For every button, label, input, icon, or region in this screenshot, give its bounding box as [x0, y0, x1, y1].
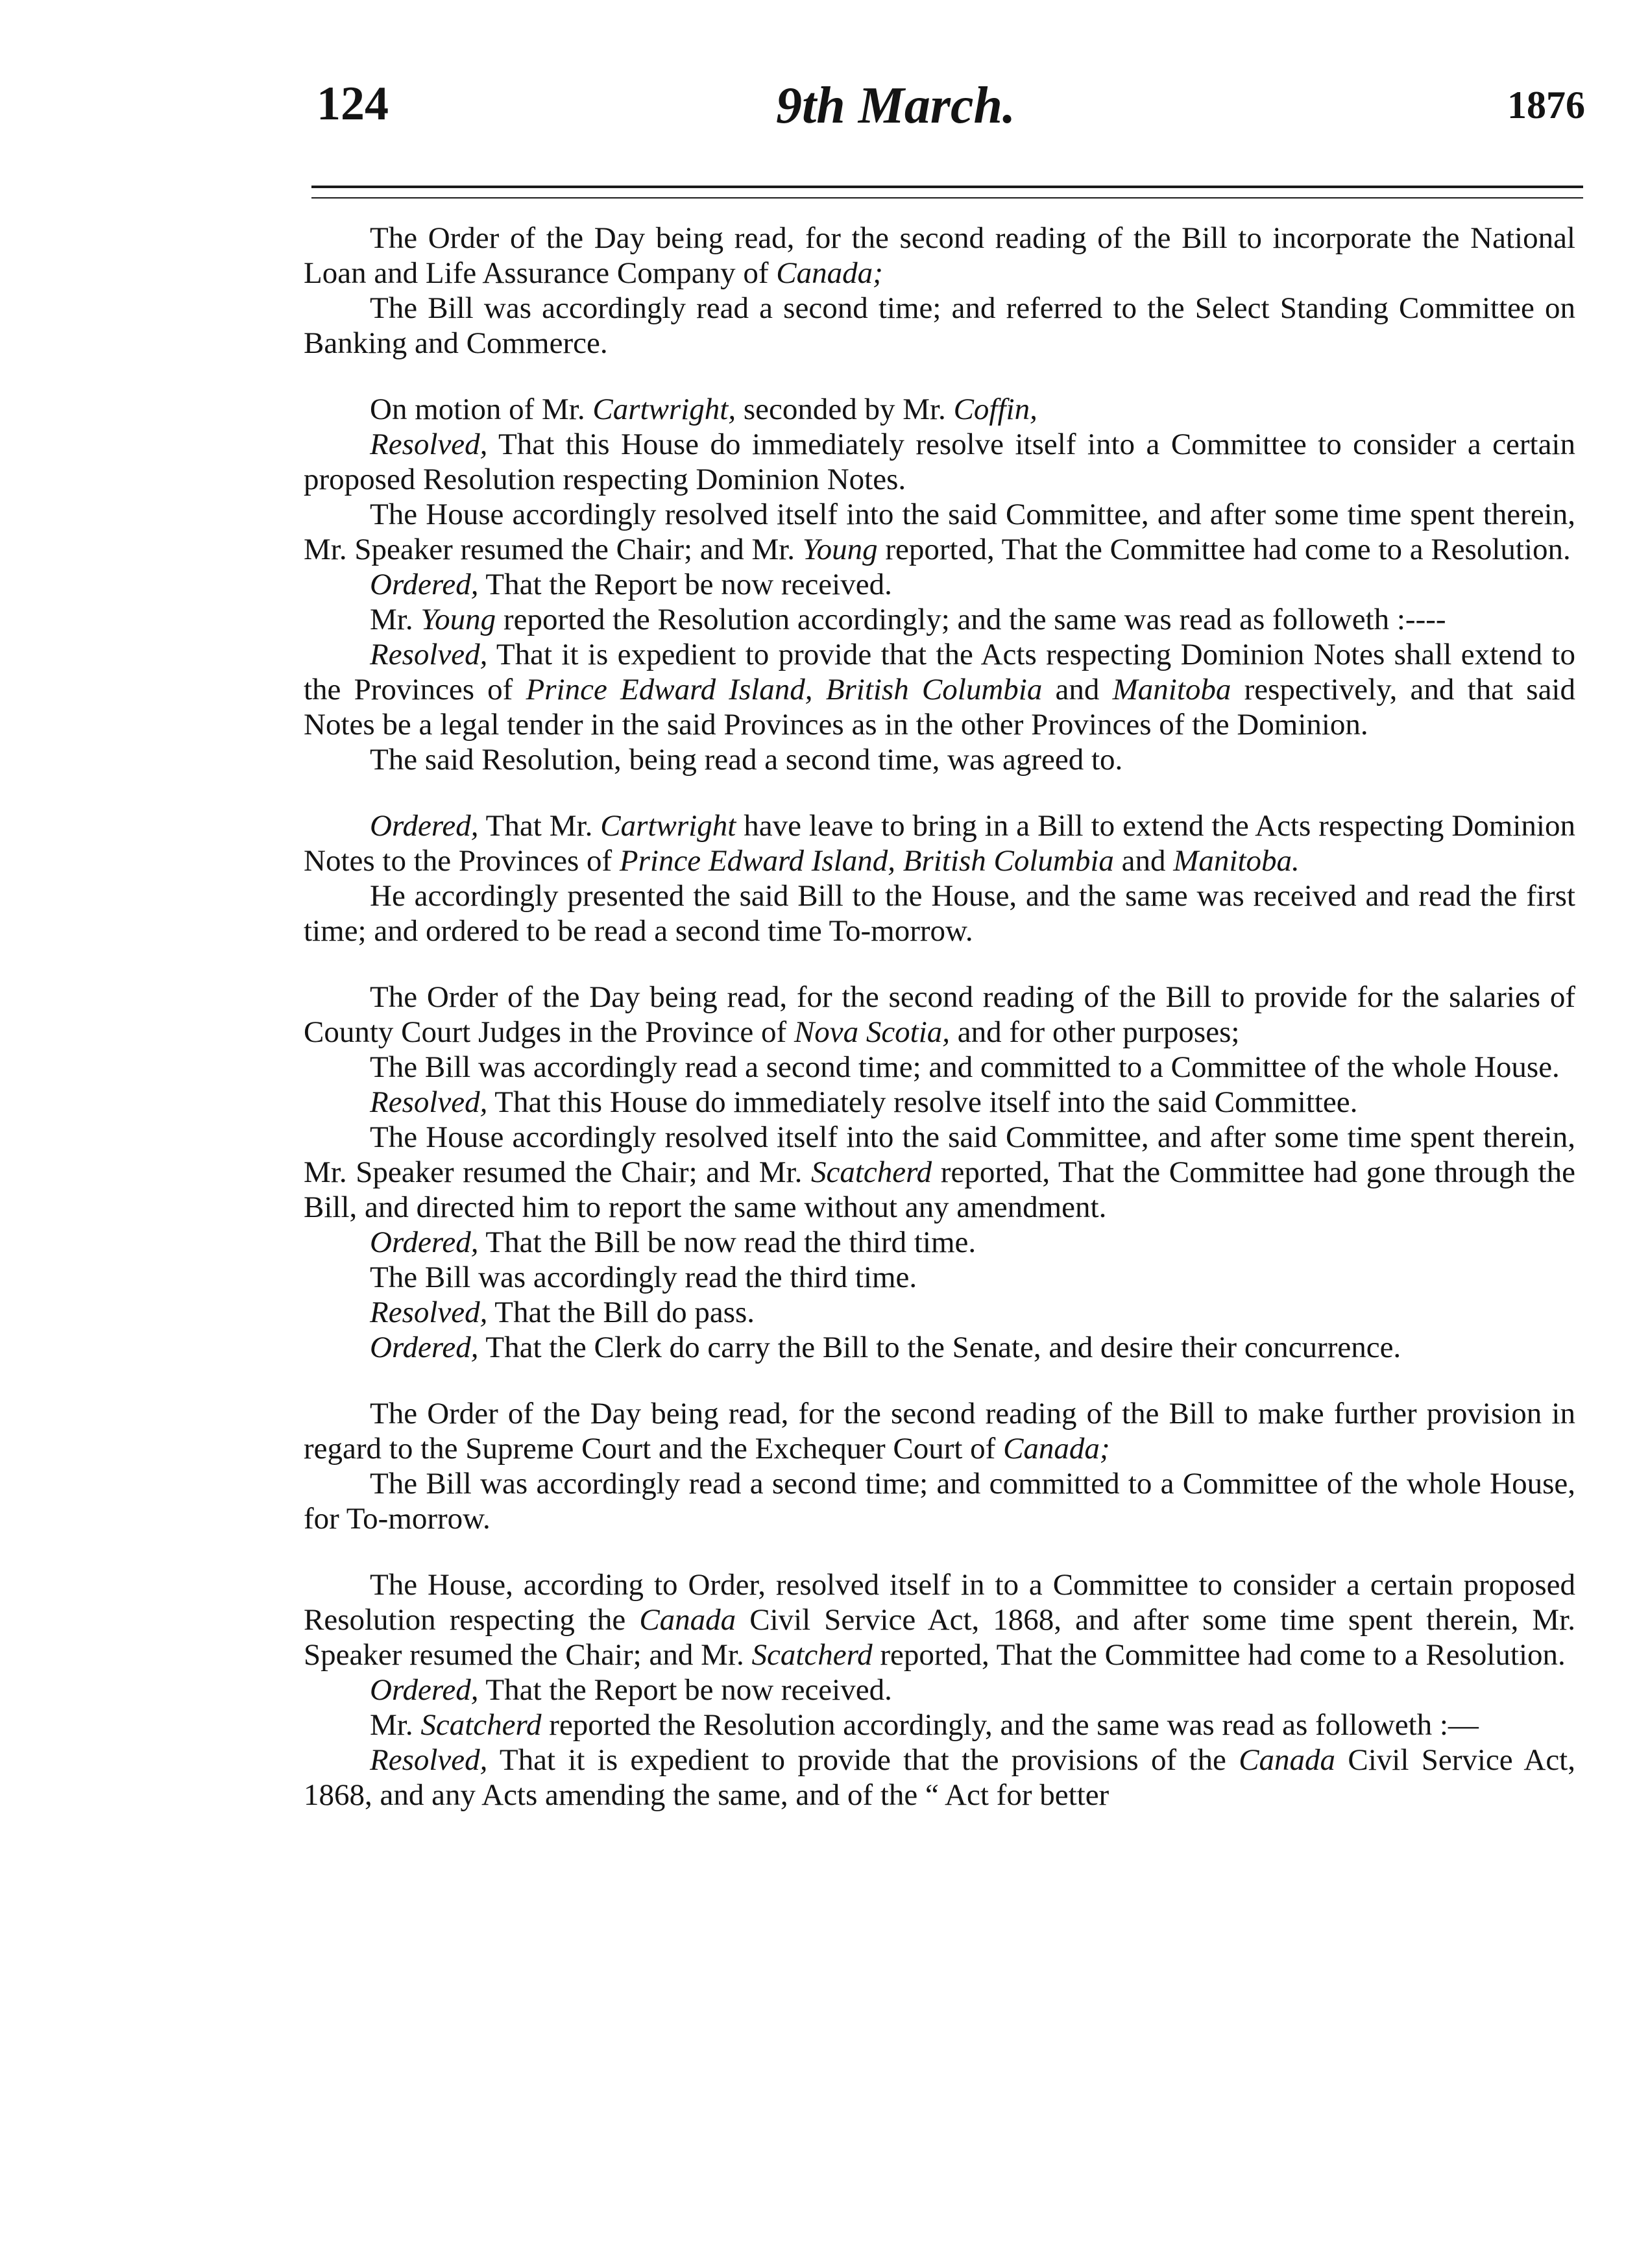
text-run: That the Clerk do carry the Bill to the Senate, and desire their concurrence.: [478, 1331, 1401, 1364]
running-title-wrap: [304, 77, 1585, 136]
italic-text: Young: [802, 533, 878, 566]
journal-entry: [304, 1567, 1575, 1813]
entry-paragraph: [304, 1120, 1575, 1225]
text-run: reported, That the Committee had gone through the Bill, and directed him to report the same without any amendment.: [304, 1155, 1575, 1224]
entry-paragraph: [304, 1466, 1575, 1536]
entry-paragraph: [304, 1260, 1575, 1295]
italic-text: Coffin,: [953, 392, 1037, 426]
text-run: That it is expedient to provide that the provisions of the: [487, 1743, 1239, 1777]
journal-entry: [304, 1396, 1575, 1536]
text-run: The Bill was accordingly read the third time.: [370, 1261, 917, 1294]
entry-paragraph: [304, 1396, 1575, 1466]
journal-entry: [304, 980, 1575, 1365]
italic-text: Canada: [639, 1603, 736, 1637]
italic-text: Prince Edward Island, British Columbia: [619, 844, 1114, 878]
italic-text: Scatcherd: [810, 1155, 932, 1189]
text-run: and for other purposes;: [950, 1015, 1240, 1049]
journal-page: [304, 0, 1585, 2268]
italic-text: Cartwright,: [592, 392, 736, 426]
entry-paragraph: [304, 1225, 1575, 1260]
italic-text: Manitoba.: [1173, 844, 1300, 878]
journal-entry: [304, 392, 1575, 777]
text-run: have leave to bring in a Bill to extend the Acts respecting Dominion Notes to the Provinces of: [304, 809, 1575, 878]
italic-text: Scatcherd: [420, 1708, 542, 1742]
italic-text: Resolved,: [370, 1296, 488, 1329]
entry-paragraph: [304, 637, 1575, 742]
entry-paragraph: [304, 1672, 1575, 1707]
italic-text: Ordered,: [370, 1673, 479, 1707]
entry-paragraph: [304, 1295, 1575, 1330]
text-run: seconded by Mr.: [736, 392, 954, 426]
italic-text: Cartwright: [600, 809, 736, 843]
italic-text: Canada: [1239, 1743, 1336, 1777]
entry-paragraph: [304, 291, 1575, 361]
italic-text: Resolved,: [370, 1743, 488, 1777]
italic-text: Ordered,: [370, 1331, 479, 1364]
page-header: [304, 77, 1585, 148]
italic-text: Resolved,: [370, 638, 488, 671]
entry-paragraph: [304, 392, 1575, 427]
italic-text: Scatcherd: [751, 1638, 873, 1672]
text-run: The House accordingly resolved itself into the said Committee, and after some time spent therein, Mr. Speaker resumed the Chair; and Mr.: [304, 498, 1575, 566]
text-run: That the Report be now received.: [478, 1673, 892, 1707]
text-run: The Order of the Day being read, for the second reading of the Bill to incorporate the National Loan and Life Assurance Company of: [304, 221, 1575, 290]
text-run: The House accordingly resolved itself into the said Committee, and after some time spent therein, Mr. Speaker resumed the Chair; and Mr.: [304, 1120, 1575, 1189]
entry-paragraph: [304, 980, 1575, 1050]
italic-text: Ordered,: [370, 809, 479, 843]
text-run: On motion of Mr.: [370, 392, 593, 426]
entry-paragraph: [304, 1330, 1575, 1365]
text-run: Mr.: [370, 1708, 421, 1742]
text-run: That the Bill be now read the third time.: [478, 1225, 976, 1259]
text-run: That it is expedient to provide that the Acts respecting Dominion Notes shall extend to the Provinces of: [304, 638, 1575, 706]
text-run: The Order of the Day being read, for the second reading of the Bill to make further provision in regard to the Supreme Court and the Exchequer Court of: [304, 1397, 1575, 1466]
entry-paragraph: [304, 427, 1575, 497]
entry-paragraph: [304, 742, 1575, 777]
text-run: That this House do immediately resolve itself into the said Committee.: [487, 1085, 1358, 1119]
text-run: and: [1042, 673, 1113, 706]
entry-paragraph: [304, 1707, 1575, 1743]
entry-paragraph: [304, 497, 1575, 567]
entry-paragraph: [304, 602, 1575, 637]
text-run: reported, That the Committee had come to a Resolution.: [877, 533, 1571, 566]
header-rule: [311, 186, 1583, 199]
italic-text: Ordered,: [370, 1225, 479, 1259]
page-number: 124: [317, 77, 389, 130]
text-run: reported, That the Committee had come to a Resolution.: [872, 1638, 1566, 1672]
text-run: He accordingly presented the said Bill to the House, and the same was received and read the first time; and ordered to be read a second time To-morrow.: [304, 879, 1575, 948]
entry-paragraph: [304, 878, 1575, 948]
italic-text: Resolved,: [370, 428, 488, 461]
running-title: 9th March.: [776, 77, 1015, 134]
text-run: reported the Resolution accordingly; and the same was read as followeth :----: [496, 603, 1446, 636]
text-run: reported the Resolution accordingly, and the same was read as followeth :—: [541, 1708, 1479, 1742]
entry-paragraph: [304, 1743, 1575, 1813]
text-run: That Mr.: [478, 809, 601, 843]
year: 1876: [1507, 84, 1585, 127]
entry-paragraph: [304, 1050, 1575, 1085]
italic-text: Nova Scotia,: [794, 1015, 951, 1049]
text-run: The Bill was accordingly read a second time; and referred to the Select Standing Committee on Banking and Commerce.: [304, 291, 1575, 360]
text-run: The Bill was accordingly read a second time; and committed to a Committee of the whole House, for To-morrow.: [304, 1467, 1575, 1536]
text-run: That the Bill do pass.: [487, 1296, 755, 1329]
text-run: Mr.: [370, 603, 421, 636]
italic-text: Ordered,: [370, 568, 479, 601]
entry-paragraph: [304, 221, 1575, 291]
entry-paragraph: [304, 567, 1575, 602]
entry-paragraph: [304, 1085, 1575, 1120]
text-run: The said Resolution, being read a second time, was agreed to.: [370, 743, 1123, 777]
journal-body: [304, 221, 1575, 1844]
italic-text: Prince Edward Island, British Columbia: [526, 673, 1043, 706]
text-run: Civil Service Act, 1868, and after some time spent therein, Mr. Speaker resumed the Chair; and Mr.: [304, 1603, 1575, 1672]
italic-text: Manitoba: [1112, 673, 1231, 706]
entry-paragraph: [304, 1567, 1575, 1672]
italic-text: Young: [420, 603, 496, 636]
italic-text: Canada;: [1003, 1432, 1110, 1466]
entry-paragraph: [304, 808, 1575, 878]
text-run: and: [1113, 844, 1174, 878]
text-run: The House, according to Order, resolved itself in to a Committee to consider a certain proposed Resolution respecting the: [304, 1568, 1575, 1637]
text-run: respectively, and that said Notes be a legal tender in the said Provinces as in the other Provinces of the Dominion.: [304, 673, 1575, 742]
text-run: Civil Service Act, 1868, and any Acts amending the same, and of the “ Act for better: [304, 1743, 1575, 1812]
journal-entry: [304, 221, 1575, 361]
text-run: That this House do immediately resolve itself into a Committee to consider a certain proposed Resolution respecting Dominion Notes.: [304, 428, 1575, 496]
italic-text: Resolved,: [370, 1085, 488, 1119]
journal-entry: [304, 808, 1575, 948]
text-run: That the Report be now received.: [478, 568, 892, 601]
text-run: The Order of the Day being read, for the second reading of the Bill to provide for the salaries of County Court Judges in the Province of: [304, 980, 1575, 1049]
text-run: The Bill was accordingly read a second time; and committed to a Committee of the whole House.: [370, 1050, 1560, 1084]
italic-text: Canada;: [776, 256, 883, 290]
